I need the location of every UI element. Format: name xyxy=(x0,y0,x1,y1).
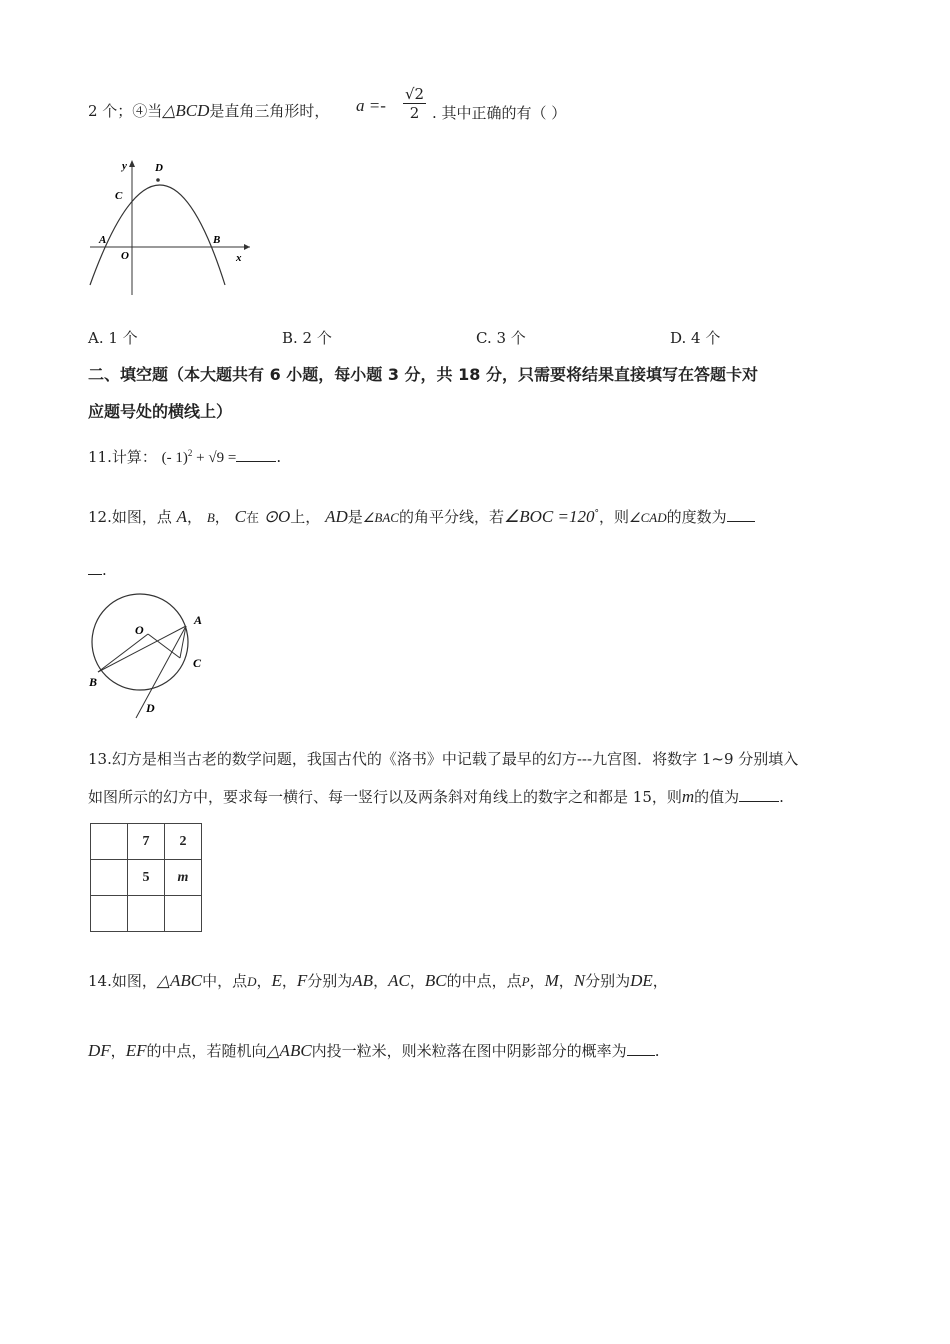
label-C: C xyxy=(115,190,123,202)
q11-answer-blank[interactable] xyxy=(236,447,276,462)
magic-cell xyxy=(91,896,128,932)
fig-label-D: D xyxy=(146,701,155,715)
label-O: O xyxy=(121,250,129,262)
q14-line2: DF，EF的中点，若随机向△ABC内投一粒米，则米粒落在图中阴影部分的概率为 . xyxy=(88,1041,660,1060)
fig-label-O: O xyxy=(135,623,144,637)
q10-prefix: 2 个；④当 xyxy=(88,102,163,120)
magic-row xyxy=(91,860,202,896)
option-a[interactable]: A. 1 个 xyxy=(88,329,138,347)
label-A: A xyxy=(99,234,107,246)
magic-square xyxy=(90,823,202,932)
magic-cell: 5 xyxy=(128,860,165,896)
q12-answer-blank[interactable] xyxy=(727,507,755,522)
q14-line1: 14.如图，△ABC中，点D，E，F分别为AB，AC，BC的中点，点P，M，N分别为DE， xyxy=(88,971,668,990)
magic-cell xyxy=(91,824,128,860)
segment-OB xyxy=(98,634,148,672)
magic-cell xyxy=(91,860,128,896)
section2-heading-line2: 应题号处的横线上） xyxy=(88,402,233,421)
q12-line1: 12.如图，点 A， B， C在 ⊙O上， AD是∠BAC的角平分线，若∠BOC =120°，则∠CAD的度数为 xyxy=(88,506,755,527)
fig-label-A: A xyxy=(194,613,203,627)
label-y: y xyxy=(122,160,127,172)
option-c[interactable]: C. 3 个 xyxy=(476,329,526,347)
q11-expression: (- 1)$^2$ + √9 = xyxy=(161,448,237,466)
q10-frac-num: √2 xyxy=(405,85,425,103)
x-axis-arrow xyxy=(244,244,250,250)
q11-number: 11. xyxy=(88,448,112,466)
q13-answer-blank[interactable] xyxy=(739,787,779,802)
q10-a-eq: a =- xyxy=(356,96,386,115)
magic-cell xyxy=(128,896,165,932)
q10-line xyxy=(88,100,329,121)
y-axis-arrow xyxy=(129,160,135,167)
section2-heading-line1: 二、填空题（本大题共有 6 小题，每小题 3 分，共 18 分，只需要将结果直接填写在答题卡对 xyxy=(88,365,758,384)
q10-end: . 其中正确的有（ ） xyxy=(432,104,567,122)
segment-AD xyxy=(136,626,186,718)
label-D: D xyxy=(155,162,163,174)
q10-fraction xyxy=(403,85,426,122)
q11-text: 计算： xyxy=(111,448,157,466)
q10-frac-den: 2 xyxy=(409,104,420,122)
magic-row xyxy=(91,896,202,932)
q12-answer-blank-cont[interactable] xyxy=(88,560,102,575)
label-x: x xyxy=(236,252,242,264)
magic-cell: m xyxy=(165,860,202,896)
magic-cell: 2 xyxy=(165,824,202,860)
option-d[interactable]: D. 4 个 xyxy=(670,329,721,347)
q11-line: 11.计算： (- 1)$^2$ + √9 = . xyxy=(88,448,282,466)
option-b[interactable]: B. 2 个 xyxy=(282,329,332,347)
vertex-point xyxy=(156,178,160,182)
parabola-curve xyxy=(90,185,225,285)
q13-line2: 如图所示的幻方中，要求每一横行、每一竖行以及两条斜对角线上的数字之和都是 15，则m的值为 . xyxy=(88,787,784,806)
label-B: B xyxy=(213,234,221,246)
q12-line2: . xyxy=(88,560,107,579)
magic-cell xyxy=(165,896,202,932)
q10-parabola-figure xyxy=(85,155,255,300)
q14-answer-blank[interactable] xyxy=(627,1041,655,1056)
fig-label-B: B xyxy=(89,675,98,689)
magic-cell: 7 xyxy=(128,824,165,860)
magic-row xyxy=(91,824,202,860)
circle-o xyxy=(92,594,188,690)
fig-label-C: C xyxy=(193,656,202,670)
q10-formula xyxy=(356,96,386,116)
q10-mid: 是直角三角形时， xyxy=(209,102,330,120)
q12-circle-figure xyxy=(80,590,215,720)
q13-line1: 13.幻方是相当古老的数学问题，我国古代的《洛书》中记载了最早的幻方---九宫图．将数字 1~9 分别填入 xyxy=(88,750,799,768)
q10-triangle: △BCD xyxy=(162,101,210,120)
